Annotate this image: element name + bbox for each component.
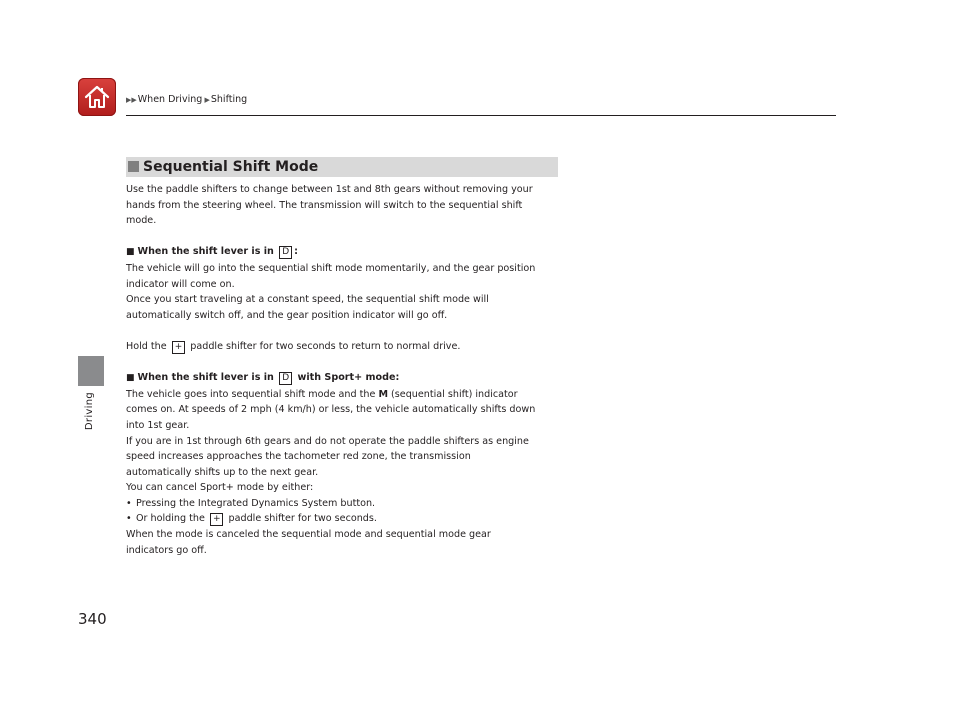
hold-line: Hold the + paddle shifter for two seconds to return to normal drive. [126,340,461,352]
breadcrumb-item[interactable]: Shifting [210,94,248,105]
sidebar-label: Driving [84,392,95,431]
home-icon [83,83,111,111]
m-indicator-label: M [378,388,388,400]
plus-key: + [172,341,186,354]
body-line: comes on. At speeds of 2 mph (4 km/h) or less, the vehicle automatically shifts down [126,404,536,416]
subheading-sport: ■ When the shift lever is in D with Sport+ mode: [126,372,400,384]
body-line: Once you start traveling at a constant speed, the sequential shift mode will [126,294,489,306]
bullet-icon: • [126,513,132,525]
page-number: 340 [78,610,107,628]
square-icon [128,161,139,172]
body-line: indicators go off. [126,544,207,556]
breadcrumb-item[interactable]: When Driving [137,94,203,105]
bullet-item: • Or holding the + paddle shifter for two seconds. [126,511,564,527]
body-line: When the mode is canceled the sequential mode and sequential mode gear [126,529,491,541]
section-body [126,182,564,558]
square-bullet-icon: ■ [126,247,135,258]
header-divider [126,115,836,116]
intro-line: Use the paddle shifters to change between 1st and 8th gears without removing your [126,184,533,195]
body-line: automatically switch off, and the gear position indicator will go off. [126,309,448,321]
body-line: You can cancel Sport+ mode by either: [126,482,314,494]
gear-d-key: D [279,246,292,259]
bullet-item: • Pressing the Integrated Dynamics System button. [126,496,564,512]
gear-d-key: D [279,372,292,385]
section-title: Sequential Shift Mode [143,159,319,175]
intro-line: hands from the steering wheel. The transmission will switch to the sequential shift [126,199,523,211]
bullet-icon: • [126,497,132,509]
home-button[interactable] [78,78,116,116]
body-line: into 1st gear. [126,419,190,431]
subheading-d: ■ When the shift lever is in D : [126,246,299,258]
intro-line: mode. [126,215,157,227]
breadcrumb [126,94,247,106]
body-line: The vehicle will go into the sequential shift mode momentarily, and the gear position [126,262,536,274]
breadcrumb-arrow-icon: ▶▶ [126,96,137,104]
body-line: speed increases approaches the tachometer red zone, the transmission [126,451,471,463]
sidebar-tab [78,356,104,386]
plus-key: + [210,513,224,526]
breadcrumb-arrow-icon: ▶ [202,96,210,104]
section-heading [126,157,558,177]
body-line: The vehicle goes into sequential shift mode and the M (sequential shift) indicator [126,388,518,400]
body-line: indicator will come on. [126,278,235,290]
body-line: automatically shifts up to the next gear. [126,466,319,478]
body-line: If you are in 1st through 6th gears and do not operate the paddle shifters as engine [126,435,529,447]
square-bullet-icon: ■ [126,373,135,384]
